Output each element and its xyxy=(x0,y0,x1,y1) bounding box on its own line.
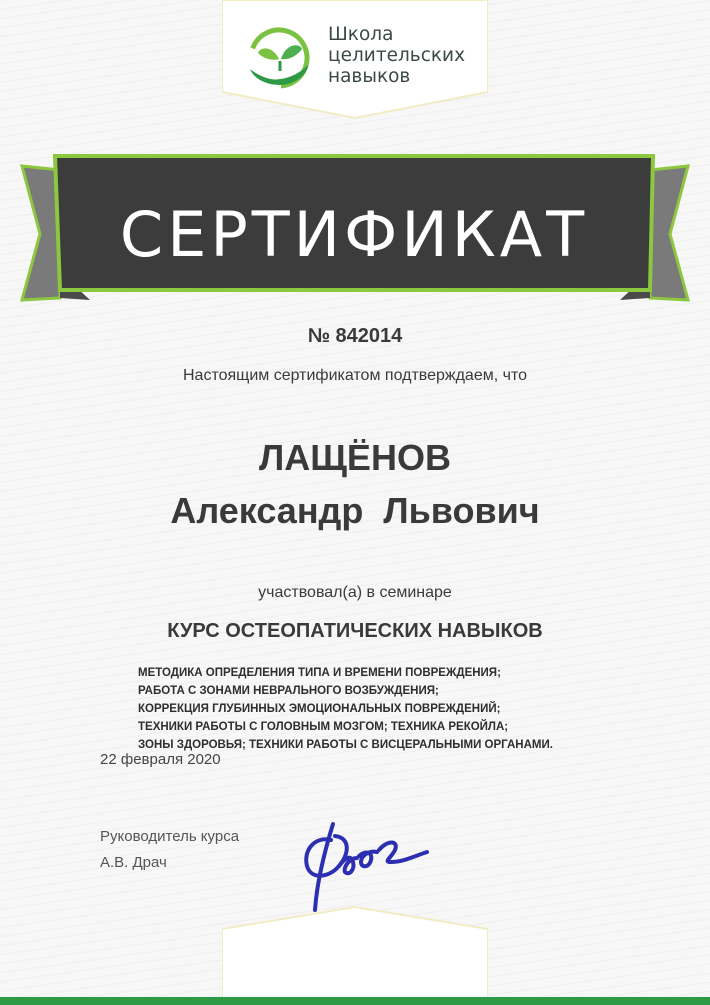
signer-name: А.В. Драч xyxy=(100,854,167,871)
bottom-plate xyxy=(222,905,488,1000)
logo-line-2: целительских xyxy=(328,45,466,66)
leaf-hands-icon xyxy=(246,25,316,91)
signer-role: Руководитель курса xyxy=(100,828,240,845)
recipient-given-name: Александр Львович xyxy=(170,490,540,531)
topic-item: МЕТОДИКА ОПРЕДЕЛЕНИЯ ТИПА И ВРЕМЕНИ ПОВРЕЖДЕНИЯ; xyxy=(138,667,501,679)
bottom-accent-bar xyxy=(0,997,710,1005)
topic-item: РАБОТА С ЗОНАМИ НЕВРАЛЬНОГО ВОЗБУЖДЕНИЯ; xyxy=(138,685,439,697)
recipient-surname: ЛАЩЁНОВ xyxy=(258,437,452,478)
logo-text xyxy=(328,24,465,87)
topic-item: КОРРЕКЦИЯ ГЛУБИННЫХ ЭМОЦИОНАЛЬНЫХ ПОВРЕЖДЕНИЙ; xyxy=(138,703,501,715)
topic-item: ЗОНЫ ЗДОРОВЬЯ; ТЕХНИКИ РАБОТЫ С ВИСЦЕРАЛЬНЫМИ ОРГАНАМИ. xyxy=(138,739,553,751)
certificate-title: СЕРТИФИКАТ xyxy=(119,197,589,271)
participation-text: участвовал(а) в семинаре xyxy=(258,584,452,601)
logo-line-1: Школа xyxy=(328,24,394,45)
topic-item: ТЕХНИКИ РАБОТЫ С ГОЛОВНЫМ МОЗГОМ; ТЕХНИКА РЕКОЙЛА; xyxy=(138,721,509,733)
course-title: КУРС ОСТЕОПАТИЧЕСКИХ НАВЫКОВ xyxy=(167,620,543,642)
logo-line-3: навыков xyxy=(328,66,411,87)
intro-text: Настоящим сертификатом подтверждаем, что xyxy=(182,367,527,384)
course-topics xyxy=(138,664,698,754)
handwritten-signature xyxy=(295,810,435,916)
issue-date: 22 февраля 2020 xyxy=(100,751,221,768)
certificate-number: № 842014 xyxy=(307,325,403,347)
